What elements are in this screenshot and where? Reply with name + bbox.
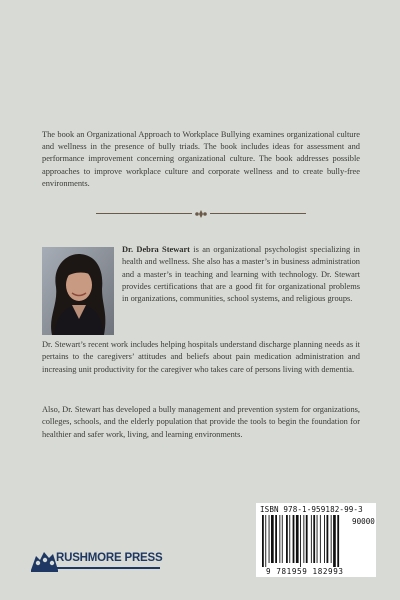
- isbn-text: ISBN 978-1-959182-99-3: [260, 505, 363, 514]
- ornamental-divider: [96, 208, 306, 220]
- publisher-underline: [56, 567, 160, 569]
- ean-digits: 9 781959 182993: [266, 567, 344, 576]
- book-description: The book an Organizational Approach to Workplace Bullying examines organizational culture and wellness in the presence of bully triads. The book includes ideas for assessment and performance improvement concerning organizational culture. The book addresses possible approaches to improve workplace culture and corporate wellness and to create bully-free environments.: [42, 130, 360, 188]
- divider-line-left: [96, 213, 192, 214]
- author-bio-third: Also, Dr. Stewart has developed a bully management and prevention system for organizations, colleges, schools, and the elderly population that provide the tools to begin the foundation for healthier and safer work, living, and learning environments.: [42, 405, 360, 439]
- publisher-logo: [30, 548, 162, 574]
- author-bio-first: [122, 244, 360, 305]
- author-name: Dr. Debra Stewart: [122, 245, 190, 254]
- divider-line-right: [210, 213, 306, 214]
- price-code: 90000: [352, 517, 375, 526]
- isbn-barcode: [256, 503, 376, 577]
- publisher-name: RUSHMORE PRESS: [56, 552, 163, 564]
- author-bio-first-text: is an organizational psychologist specializing in health and wellness. She also has a master’s in business administration and a master’s in teaching and learning with technology. Dr. Stewart provides certifications that are a good fit for organizational problems in organizations, communities, school systems, and religious groups.: [122, 245, 360, 304]
- ornament-icon: [194, 208, 208, 220]
- author-photo: [42, 247, 114, 335]
- barcode-bars: [260, 515, 350, 567]
- author-bio-second: Dr. Stewart’s recent work includes helping hospitals understand discharge planning needs as it pertains to the caregivers’ attitudes and beliefs about pain medication administration and increasing unit productivity for the caregiver who takes care of persons living with dementia.: [42, 340, 360, 374]
